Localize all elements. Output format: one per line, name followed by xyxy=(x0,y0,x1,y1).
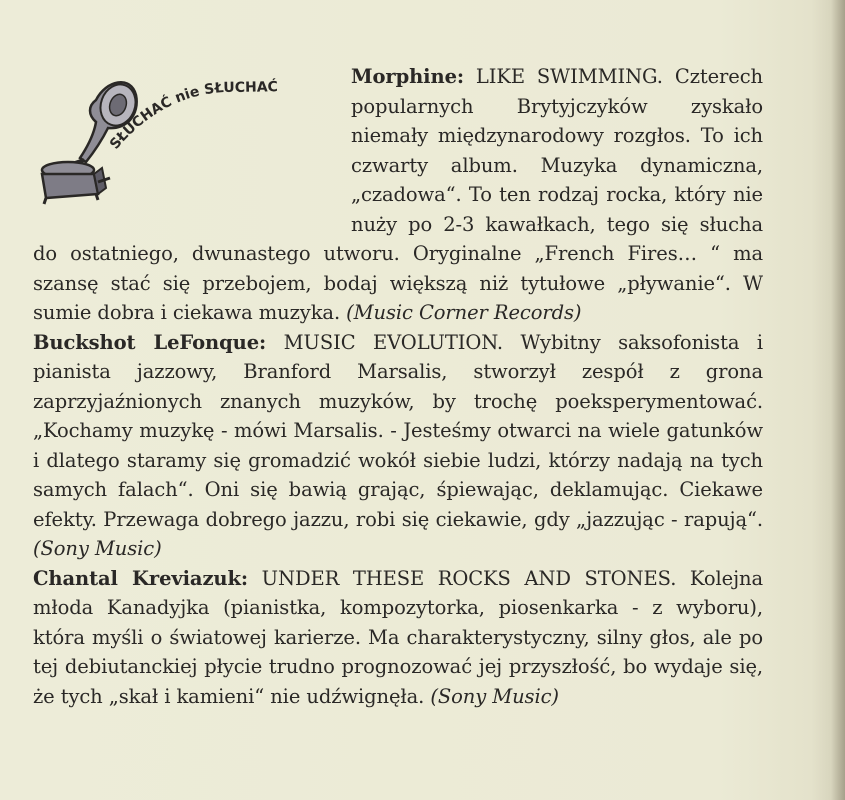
album-title: UNDER THESE ROCKS AND STONES. xyxy=(261,566,677,590)
reviews-column xyxy=(33,62,763,711)
logo-text: SŁUCHAĆ nie SŁUCHAĆ xyxy=(106,79,279,153)
artist-name: Chantal Kreviazuk: xyxy=(33,566,249,590)
review-chantal-kreviazuk xyxy=(33,564,763,712)
album-title: MUSIC EVOLUTION. xyxy=(283,330,504,354)
review-body: Czterech popularnych Brytyjczyków zyskało niemały międzynarodowy rozgłos. To ich czwarty album. Muzyka dynamiczna, „czadowa“. To ten rodzaj rocka, który nie nuży po 2-3 kawałkach, tego się słucha do ostatniego, dwunastego utworu. Oryginalne „French Fires… “ ma szansę stać się przebojem, bodaj większą niż tytułowe „pływanie“. W sumie dobra i ciekawa muzyka. xyxy=(33,65,763,324)
page-spine-shadow xyxy=(831,0,845,800)
record-label: (Music Corner Records) xyxy=(346,301,582,324)
artist-name: Buckshot LeFonque: xyxy=(33,330,267,354)
record-label: (Sony Music) xyxy=(430,684,559,708)
artist-name: Morphine: xyxy=(351,65,464,88)
review-body: Kolejna młoda Kanadyjka (pianistka, kompozytorka, piosenkarka - z wyboru), która myśli o światowej karierze. Ma charakterystyczny, silny głos, ale po tej debiutanckiej płycie trudno prognozować jej przyszłość, bo wydaje się, że tych „skał i kamieni“ nie udźwignęła. xyxy=(33,566,764,708)
review-buckshot-lefonque xyxy=(33,328,763,564)
record-label: (Sony Music) xyxy=(33,537,162,560)
album-title: LIKE SWIMMING. xyxy=(475,65,663,88)
review-body: Wybitny saksofonista i pianista jazzowy, Branford Marsalis, stworzył zespół z grona zaprzyjaźnionych znanych muzyków, by trochę poeksperymentować. „Kochamy muzykę - mówi Marsalis. - Jesteśmy otwarci na wiele gatunków i dlatego staramy się gromadzić wokół siebie ludzi, którzy nadają na tych samych falach“. Oni się bawią grając, śpiewając, deklamując. Ciekawe efekty. Przewaga dobrego jazzu, robi się ciekawie, gdy „jazzując - rapują“. xyxy=(33,330,763,531)
